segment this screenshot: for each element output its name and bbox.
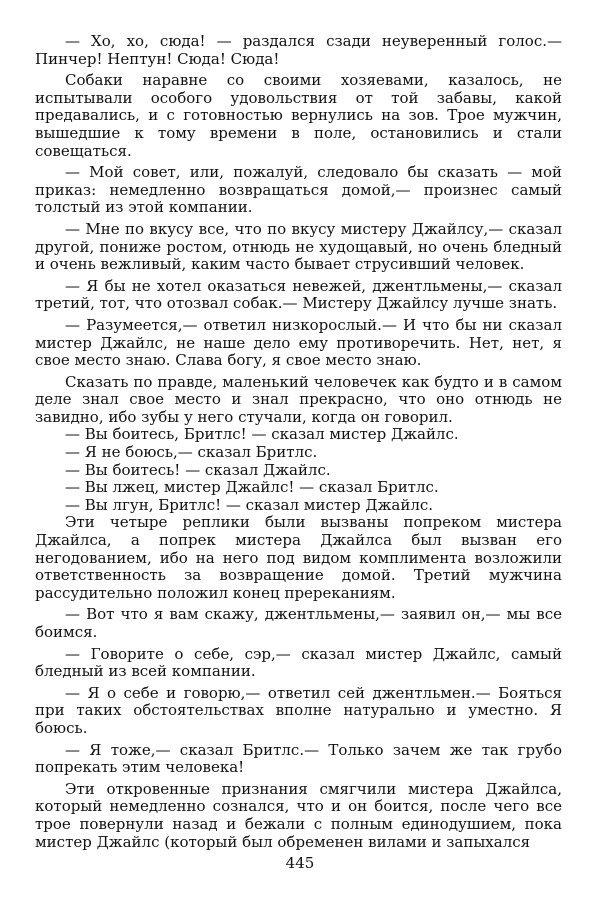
page-text bbox=[35, 33, 562, 851]
paragraph: — Вы боитесь, Бритлс! — сказал мистер Джайлс. bbox=[65, 425, 459, 444]
paragraph: — Вы боитесь! — сказал Джайлс. bbox=[65, 460, 331, 479]
paragraph: — Вы лгун, Бритлс! — сказал мистер Джайлс. bbox=[65, 495, 434, 514]
paragraph: Собаки наравне со своими хозяевами, казалось, не испытывали особого удовольствия от той забавы, какой предавались, и с готовностью вернулись на зов. Трое мужчин, вышедшие к тому времени в поле, остановились и стали совещаться. bbox=[35, 71, 562, 160]
paragraph: — Хо, хо, сюда! — раздался сзади неуверенный голос.— Пинчер! Нептун! Сюда! Сюда! bbox=[35, 32, 562, 68]
paragraph: Эти четыре реплики были вызваны попреком мистера Джайлса, а попрек мистера Джайлса был вызван его негодованием, ибо на него под видом комплимента возложили ответственность за возвращение домой. Третий мужчина рассудительно положил конец пререканиям. bbox=[35, 513, 562, 602]
paragraph: — Я тоже,— сказал Бритлс.— Только зачем же так грубо попрекать этим человека! bbox=[35, 740, 562, 777]
paragraph: — Вот что я вам скажу, джентльмены,— заявил он,— мы все боимся. bbox=[35, 605, 562, 641]
paragraph: — Я о себе и говорю,— ответил сей джентльмен.— Бояться при таких обстоятельствах вполне натурально и уместно. Я боюсь. bbox=[35, 683, 562, 737]
paragraph: — Вы лжец, мистер Джайлс! — сказал Бритлс. bbox=[65, 478, 439, 497]
paragraph: Эти откровенные признания смягчили мистера Джайлса, который немедленно сознался, что и он боится, после чего все трое повернули назад и бежали с полным единодушием, пока мистер Джайлс (который был обременен вилами и запыхался bbox=[35, 779, 562, 851]
paragraph: — Говорите о себе, сэр,— сказал мистер Джайлс, самый бледный из всей компании. bbox=[35, 644, 562, 681]
paragraph: — Мне по вкусу все, что по вкусу мистеру Джайлсу,— сказал другой, пониже ростом, отнюдь не худощавый, но очень бледный и очень вежливый, каким часто бывает струсивший человек. bbox=[35, 219, 562, 274]
paragraph: Сказать по правде, маленький человечек как будто и в самом деле знал свое место и знал прекрасно, что оно отнюдь не завидно, ибо зубы у него стучали, когда он говорил. bbox=[35, 372, 562, 426]
page-number: 445 bbox=[285, 854, 315, 872]
paragraph: — Мой совет, или, пожалуй, следовало бы сказать — мой приказ: немедленно возвращаться домой,— произнес самый толстый из этой компании. bbox=[35, 163, 562, 217]
paragraph: — Я бы не хотел оказаться невежей, джентльмены,— сказал третий, тот, что отозвал собак.— Мистеру Джайлсу лучше знать. bbox=[35, 276, 562, 313]
paragraph: — Разумеется,— ответил низкорослый.— И что бы ни сказал мистер Джайлс, не наше дело ему противоречить. Нет, нет, я свое место знаю. Слава богу, я свое место знаю. bbox=[35, 315, 562, 370]
paragraph: — Я не боюсь,— сказал Бритлс. bbox=[65, 443, 318, 462]
